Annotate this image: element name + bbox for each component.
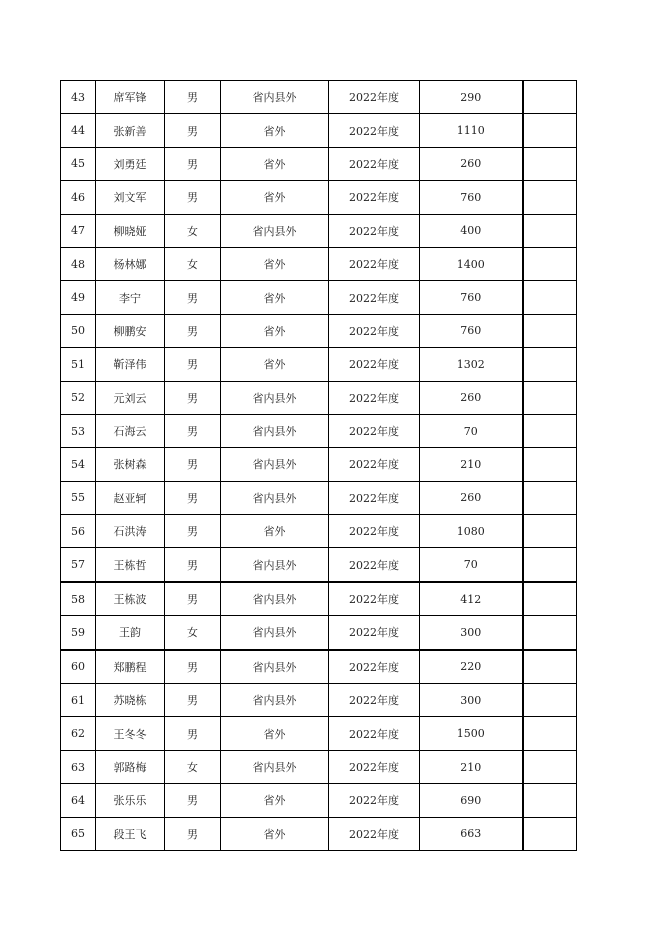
cell-region: 省外: [221, 147, 329, 180]
cell-note: [523, 650, 577, 684]
cell-note: [523, 247, 577, 280]
cell-gender: 男: [165, 314, 221, 347]
cell-note: [523, 750, 577, 783]
cell-year: 2022年度: [329, 548, 420, 582]
table-row: [61, 784, 577, 817]
cell-amount: 210: [420, 750, 523, 783]
cell-region: 省内县外: [221, 381, 329, 414]
cell-year: 2022年度: [329, 314, 420, 347]
cell-name: 刘勇廷: [96, 147, 165, 180]
table-row: [61, 481, 577, 514]
cell-gender: 男: [165, 817, 221, 850]
table-row: [61, 381, 577, 414]
cell-amount: 690: [420, 784, 523, 817]
cell-gender: 男: [165, 147, 221, 180]
cell-region: 省外: [221, 281, 329, 314]
table-row: [61, 616, 577, 650]
cell-no: 59: [61, 616, 96, 650]
cell-name: 郭路梅: [96, 750, 165, 783]
cell-no: 56: [61, 515, 96, 548]
cell-year: 2022年度: [329, 481, 420, 514]
cell-name: 郑鹏程: [96, 650, 165, 684]
cell-region: 省内县外: [221, 548, 329, 582]
cell-year: 2022年度: [329, 214, 420, 247]
cell-note: [523, 114, 577, 147]
cell-amount: 1500: [420, 717, 523, 750]
cell-note: [523, 684, 577, 717]
cell-no: 43: [61, 81, 96, 114]
cell-gender: 男: [165, 684, 221, 717]
cell-year: 2022年度: [329, 684, 420, 717]
cell-amount: 220: [420, 650, 523, 684]
cell-region: 省外: [221, 348, 329, 381]
table-row: [61, 348, 577, 381]
table-body: [61, 81, 577, 851]
cell-note: [523, 717, 577, 750]
cell-gender: 男: [165, 717, 221, 750]
cell-region: 省外: [221, 181, 329, 214]
cell-year: 2022年度: [329, 147, 420, 180]
cell-note: [523, 582, 577, 616]
cell-gender: 男: [165, 481, 221, 514]
cell-note: [523, 817, 577, 850]
cell-region: 省内县外: [221, 650, 329, 684]
table-row: [61, 448, 577, 481]
cell-region: 省外: [221, 314, 329, 347]
cell-no: 47: [61, 214, 96, 247]
cell-region: 省内县外: [221, 481, 329, 514]
cell-year: 2022年度: [329, 717, 420, 750]
cell-year: 2022年度: [329, 114, 420, 147]
cell-name: 刘文军: [96, 181, 165, 214]
cell-note: [523, 381, 577, 414]
cell-no: 53: [61, 414, 96, 447]
cell-gender: 男: [165, 784, 221, 817]
cell-region: 省外: [221, 114, 329, 147]
table-row: [61, 684, 577, 717]
cell-no: 63: [61, 750, 96, 783]
cell-note: [523, 414, 577, 447]
cell-amount: 1080: [420, 515, 523, 548]
table-row: [61, 650, 577, 684]
cell-note: [523, 448, 577, 481]
table-row: [61, 247, 577, 280]
cell-no: 51: [61, 348, 96, 381]
cell-amount: 290: [420, 81, 523, 114]
cell-region: 省外: [221, 717, 329, 750]
cell-year: 2022年度: [329, 750, 420, 783]
cell-name: 王冬冬: [96, 717, 165, 750]
table-row: [61, 181, 577, 214]
cell-gender: 男: [165, 181, 221, 214]
cell-year: 2022年度: [329, 81, 420, 114]
table-row: [61, 147, 577, 180]
cell-name: 柳鹏安: [96, 314, 165, 347]
cell-amount: 760: [420, 281, 523, 314]
data-table: [60, 80, 577, 851]
cell-name: 李宁: [96, 281, 165, 314]
table-row: [61, 281, 577, 314]
cell-region: 省外: [221, 515, 329, 548]
cell-no: 46: [61, 181, 96, 214]
cell-year: 2022年度: [329, 817, 420, 850]
cell-no: 50: [61, 314, 96, 347]
cell-name: 张乐乐: [96, 784, 165, 817]
cell-name: 靳泽伟: [96, 348, 165, 381]
cell-gender: 男: [165, 515, 221, 548]
cell-name: 王栋波: [96, 582, 165, 616]
cell-amount: 760: [420, 314, 523, 347]
cell-amount: 663: [420, 817, 523, 850]
cell-gender: 女: [165, 616, 221, 650]
cell-gender: 男: [165, 348, 221, 381]
cell-name: 张树森: [96, 448, 165, 481]
cell-no: 57: [61, 548, 96, 582]
table-row: [61, 750, 577, 783]
cell-region: 省内县外: [221, 616, 329, 650]
cell-gender: 女: [165, 750, 221, 783]
cell-no: 60: [61, 650, 96, 684]
cell-amount: 300: [420, 684, 523, 717]
cell-amount: 210: [420, 448, 523, 481]
cell-year: 2022年度: [329, 784, 420, 817]
cell-amount: 70: [420, 548, 523, 582]
table-row: [61, 548, 577, 582]
cell-name: 王韵: [96, 616, 165, 650]
cell-no: 54: [61, 448, 96, 481]
table-row: [61, 582, 577, 616]
cell-note: [523, 515, 577, 548]
cell-name: 张新善: [96, 114, 165, 147]
cell-amount: 1302: [420, 348, 523, 381]
cell-year: 2022年度: [329, 348, 420, 381]
cell-amount: 1110: [420, 114, 523, 147]
table-row: [61, 817, 577, 850]
cell-region: 省内县外: [221, 214, 329, 247]
cell-gender: 男: [165, 548, 221, 582]
cell-name: 柳晓娅: [96, 214, 165, 247]
cell-region: 省内县外: [221, 448, 329, 481]
cell-name: 苏晓栋: [96, 684, 165, 717]
cell-region: 省内县外: [221, 750, 329, 783]
cell-gender: 男: [165, 281, 221, 314]
cell-amount: 260: [420, 381, 523, 414]
cell-year: 2022年度: [329, 181, 420, 214]
cell-name: 王栋哲: [96, 548, 165, 582]
cell-no: 45: [61, 147, 96, 180]
cell-year: 2022年度: [329, 281, 420, 314]
cell-note: [523, 548, 577, 582]
cell-note: [523, 348, 577, 381]
table-row: [61, 717, 577, 750]
cell-note: [523, 147, 577, 180]
cell-year: 2022年度: [329, 448, 420, 481]
table-row: [61, 81, 577, 114]
cell-gender: 男: [165, 582, 221, 616]
cell-amount: 70: [420, 414, 523, 447]
cell-gender: 男: [165, 650, 221, 684]
cell-year: 2022年度: [329, 414, 420, 447]
cell-name: 赵亚轲: [96, 481, 165, 514]
cell-no: 52: [61, 381, 96, 414]
cell-note: [523, 81, 577, 114]
cell-region: 省外: [221, 784, 329, 817]
cell-note: [523, 784, 577, 817]
cell-year: 2022年度: [329, 616, 420, 650]
cell-amount: 412: [420, 582, 523, 616]
cell-amount: 260: [420, 481, 523, 514]
cell-gender: 男: [165, 114, 221, 147]
cell-note: [523, 481, 577, 514]
cell-amount: 300: [420, 616, 523, 650]
cell-no: 55: [61, 481, 96, 514]
cell-gender: 女: [165, 247, 221, 280]
cell-no: 64: [61, 784, 96, 817]
cell-name: 石海云: [96, 414, 165, 447]
cell-amount: 1400: [420, 247, 523, 280]
cell-year: 2022年度: [329, 515, 420, 548]
cell-gender: 男: [165, 448, 221, 481]
table-row: [61, 314, 577, 347]
cell-no: 44: [61, 114, 96, 147]
cell-year: 2022年度: [329, 247, 420, 280]
cell-amount: 260: [420, 147, 523, 180]
table-row: [61, 114, 577, 147]
cell-no: 61: [61, 684, 96, 717]
cell-name: 元刘云: [96, 381, 165, 414]
cell-gender: 男: [165, 81, 221, 114]
cell-gender: 男: [165, 414, 221, 447]
cell-name: 席军锋: [96, 81, 165, 114]
cell-gender: 男: [165, 381, 221, 414]
cell-no: 48: [61, 247, 96, 280]
cell-note: [523, 281, 577, 314]
cell-region: 省外: [221, 817, 329, 850]
cell-no: 49: [61, 281, 96, 314]
cell-year: 2022年度: [329, 381, 420, 414]
cell-no: 58: [61, 582, 96, 616]
cell-note: [523, 214, 577, 247]
cell-region: 省内县外: [221, 684, 329, 717]
cell-amount: 760: [420, 181, 523, 214]
cell-no: 62: [61, 717, 96, 750]
cell-year: 2022年度: [329, 650, 420, 684]
cell-year: 2022年度: [329, 582, 420, 616]
cell-amount: 400: [420, 214, 523, 247]
cell-note: [523, 181, 577, 214]
table-row: [61, 515, 577, 548]
cell-region: 省内县外: [221, 582, 329, 616]
table-row: [61, 414, 577, 447]
cell-region: 省内县外: [221, 81, 329, 114]
cell-name: 石洪涛: [96, 515, 165, 548]
table-row: [61, 214, 577, 247]
cell-gender: 女: [165, 214, 221, 247]
cell-name: 段王飞: [96, 817, 165, 850]
cell-no: 65: [61, 817, 96, 850]
cell-name: 杨林娜: [96, 247, 165, 280]
cell-region: 省外: [221, 247, 329, 280]
cell-note: [523, 314, 577, 347]
cell-region: 省内县外: [221, 414, 329, 447]
cell-note: [523, 616, 577, 650]
